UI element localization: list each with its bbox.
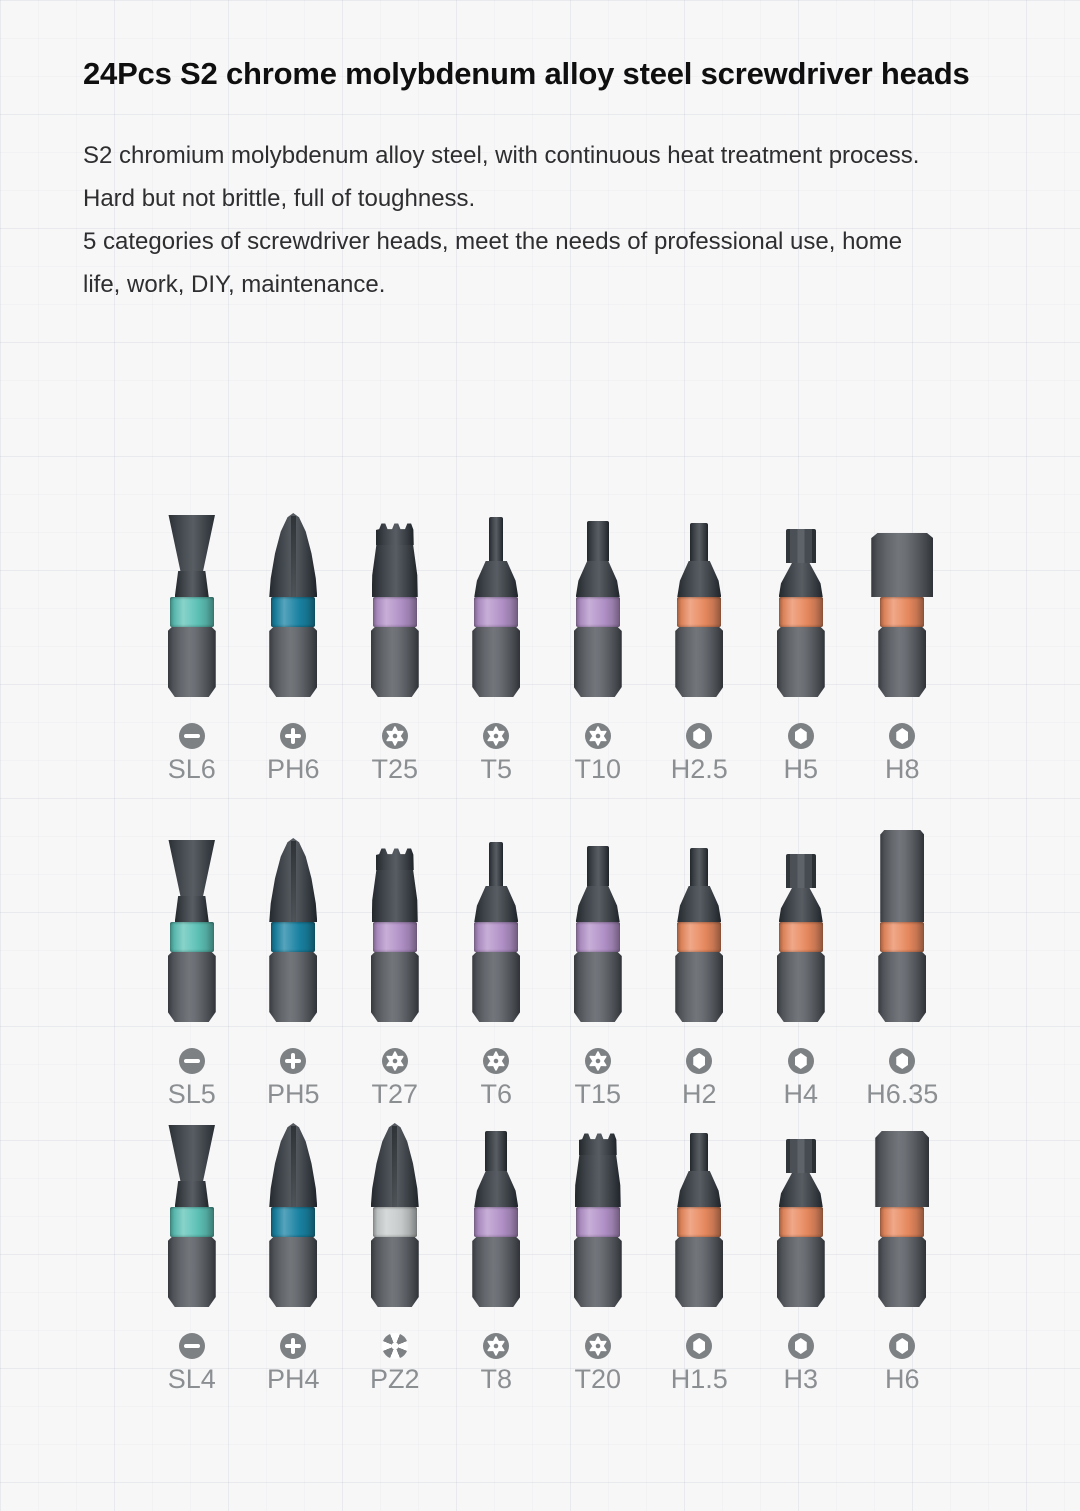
bit-color-band (880, 597, 924, 627)
description-line: Hard but not brittle, full of toughness. (83, 185, 476, 212)
bit-illustration (675, 840, 723, 1022)
bit-color-band (170, 1207, 214, 1237)
bit-H3 (750, 1125, 852, 1395)
bit-shank (269, 1237, 317, 1307)
bit-color-band (779, 922, 823, 952)
bit-shank (168, 627, 216, 697)
bit-tip (779, 854, 823, 922)
bit-shank (269, 952, 317, 1022)
bit-T5 (446, 515, 548, 785)
bit-H2 (649, 840, 751, 1110)
bit-illustration (777, 1125, 825, 1307)
bit-illustration (269, 1125, 317, 1307)
bit-label: PZ2 (369, 1364, 420, 1394)
bit-label: T10 (574, 754, 622, 784)
bit-T27 (344, 840, 446, 1110)
page-title: 24Pcs S2 chrome molybdenum alloy steel screwdriver heads (83, 56, 970, 91)
bit-label: PH4 (266, 1364, 320, 1394)
bit-shank (371, 1237, 419, 1307)
bit-illustration (165, 840, 219, 1022)
bit-label: H5 (783, 754, 818, 784)
bit-T10 (547, 515, 649, 785)
bit-tip (474, 842, 518, 922)
bit-label: PH6 (266, 754, 320, 784)
bit-shank (878, 952, 926, 1022)
bit-T15 (547, 840, 649, 1110)
bit-label: T20 (574, 1364, 622, 1394)
bit-color-band (373, 597, 417, 627)
bit-shank (777, 1237, 825, 1307)
bit-illustration (878, 840, 926, 1022)
bit-tip (165, 1125, 219, 1207)
description-line: life, work, DIY, maintenance. (83, 271, 386, 298)
bit-tip (677, 523, 721, 597)
bit-tip (269, 513, 317, 597)
bit-label: PH5 (266, 1079, 320, 1109)
description-line: S2 chromium molybdenum alloy steel, with continuous heat treatment process. (83, 142, 920, 169)
bit-label: T15 (574, 1079, 622, 1109)
bit-color-band (373, 1207, 417, 1237)
bit-tip (269, 838, 317, 922)
bit-illustration (371, 1125, 419, 1307)
hex-icon (686, 1048, 712, 1074)
bit-color-band (271, 922, 315, 952)
torx-icon (585, 1048, 611, 1074)
bit-tip (779, 1139, 823, 1207)
bit-label: H6 (884, 1364, 920, 1394)
bit-illustration (777, 515, 825, 697)
bit-color-band (271, 1207, 315, 1237)
bit-shank (675, 952, 723, 1022)
bit-illustration (574, 515, 622, 697)
bit-tip (371, 1123, 419, 1207)
bit-tip (474, 1131, 518, 1207)
bit-label: SL4 (167, 1364, 216, 1394)
bit-illustration (165, 515, 219, 697)
bit-shank (878, 1237, 926, 1307)
phillips-icon (280, 1333, 306, 1359)
bit-shank (472, 952, 520, 1022)
bit-illustration (675, 1125, 723, 1307)
torx-icon (483, 1048, 509, 1074)
bit-PH6 (243, 515, 345, 785)
bit-tip (677, 848, 721, 922)
hex-icon (788, 723, 814, 749)
description-line: 5 categories of screwdriver heads, meet the needs of professional use, home (83, 228, 903, 255)
bit-PH4 (243, 1125, 345, 1395)
hex-icon (889, 1048, 915, 1074)
slot-icon (179, 723, 205, 749)
bit-PZ2 (344, 1125, 446, 1395)
bit-color-band (880, 922, 924, 952)
bit-tip (677, 1133, 721, 1207)
bit-H4 (750, 840, 852, 1110)
header (83, 56, 1020, 306)
bit-color-band (576, 1207, 620, 1237)
bit-color-band (677, 922, 721, 952)
bit-tip (875, 1131, 929, 1207)
bit-tip (880, 830, 924, 922)
bit-color-band (677, 597, 721, 627)
bit-color-band (271, 597, 315, 627)
bit-T20 (547, 1125, 649, 1395)
bit-row-3 (141, 1125, 953, 1395)
bits-grid (141, 515, 953, 1395)
bit-row-1 (141, 515, 953, 785)
bit-shank (371, 627, 419, 697)
bit-tip (576, 521, 620, 597)
bit-shank (168, 1237, 216, 1307)
bit-color-band (170, 922, 214, 952)
bit-tip (575, 1133, 621, 1207)
bit-label: H8 (884, 754, 920, 784)
bit-H5 (750, 515, 852, 785)
bit-T6 (446, 840, 548, 1110)
bit-T25 (344, 515, 446, 785)
bit-shank (878, 627, 926, 697)
bit-label: T25 (371, 754, 419, 784)
bit-color-band (170, 597, 214, 627)
bit-illustration (871, 515, 933, 697)
bit-color-band (880, 1207, 924, 1237)
bit-color-band (779, 597, 823, 627)
bit-label: SL6 (167, 754, 216, 784)
bit-label: SL5 (167, 1079, 216, 1109)
bit-illustration (875, 1125, 929, 1307)
pozidriv-icon (382, 1333, 408, 1359)
bit-tip (165, 840, 219, 922)
bit-color-band (677, 1207, 721, 1237)
torx-icon (483, 723, 509, 749)
bit-illustration (777, 840, 825, 1022)
hex-icon (686, 1333, 712, 1359)
hex-icon (889, 1333, 915, 1359)
slot-icon (179, 1333, 205, 1359)
bit-shank (574, 952, 622, 1022)
bit-shank (269, 627, 317, 697)
bit-color-band (474, 922, 518, 952)
torx-icon (585, 723, 611, 749)
torx-icon (483, 1333, 509, 1359)
bit-H8 (852, 515, 954, 785)
bit-shank (675, 627, 723, 697)
bit-shank (472, 1237, 520, 1307)
bit-label: T6 (480, 1079, 512, 1109)
bit-shank (168, 952, 216, 1022)
bit-shank (574, 627, 622, 697)
bit-label: H2.5 (670, 754, 728, 784)
bit-color-band (779, 1207, 823, 1237)
bit-shank (675, 1237, 723, 1307)
bit-shank (777, 952, 825, 1022)
bit-H6.35 (852, 840, 954, 1110)
bit-color-band (576, 922, 620, 952)
bit-label: H4 (783, 1079, 818, 1109)
bit-illustration (472, 515, 520, 697)
slot-icon (179, 1048, 205, 1074)
bit-tip (372, 848, 418, 922)
bit-tip (779, 529, 823, 597)
phillips-icon (280, 723, 306, 749)
bit-color-band (576, 597, 620, 627)
bit-illustration (472, 840, 520, 1022)
bit-shank (777, 627, 825, 697)
bit-color-band (474, 597, 518, 627)
bit-label: T27 (371, 1079, 419, 1109)
torx-icon (585, 1333, 611, 1359)
bit-H1.5 (649, 1125, 751, 1395)
bit-H2.5 (649, 515, 751, 785)
bit-illustration (269, 840, 317, 1022)
description (83, 134, 1020, 306)
torx-icon (382, 1048, 408, 1074)
bit-label: H1.5 (670, 1364, 728, 1394)
bit-illustration (371, 840, 419, 1022)
bit-illustration (574, 840, 622, 1022)
torx-icon (382, 723, 408, 749)
bit-illustration (675, 515, 723, 697)
hex-icon (686, 723, 712, 749)
bit-illustration (269, 515, 317, 697)
bit-SL6 (141, 515, 243, 785)
bit-label: T8 (480, 1364, 512, 1394)
bit-tip (372, 523, 418, 597)
bit-tip (474, 517, 518, 597)
bit-color-band (373, 922, 417, 952)
bit-tip (871, 533, 933, 597)
hex-icon (788, 1048, 814, 1074)
bit-illustration (574, 1125, 622, 1307)
bit-label: H3 (783, 1364, 818, 1394)
bit-illustration (371, 515, 419, 697)
bit-shank (574, 1237, 622, 1307)
bit-PH5 (243, 840, 345, 1110)
hex-icon (788, 1333, 814, 1359)
bit-tip (576, 846, 620, 922)
bit-illustration (472, 1125, 520, 1307)
bit-illustration (165, 1125, 219, 1307)
bit-H6 (852, 1125, 954, 1395)
bit-row-2 (141, 840, 953, 1110)
bit-SL5 (141, 840, 243, 1110)
bit-label: H6.35 (866, 1079, 939, 1109)
bit-tip (269, 1123, 317, 1207)
bit-color-band (474, 1207, 518, 1237)
bit-tip (165, 515, 219, 597)
bit-T8 (446, 1125, 548, 1395)
bit-shank (472, 627, 520, 697)
hex-icon (889, 723, 915, 749)
bit-label: H2 (681, 1079, 717, 1109)
phillips-icon (280, 1048, 306, 1074)
bit-shank (371, 952, 419, 1022)
bit-SL4 (141, 1125, 243, 1395)
bit-label: T5 (480, 754, 512, 784)
